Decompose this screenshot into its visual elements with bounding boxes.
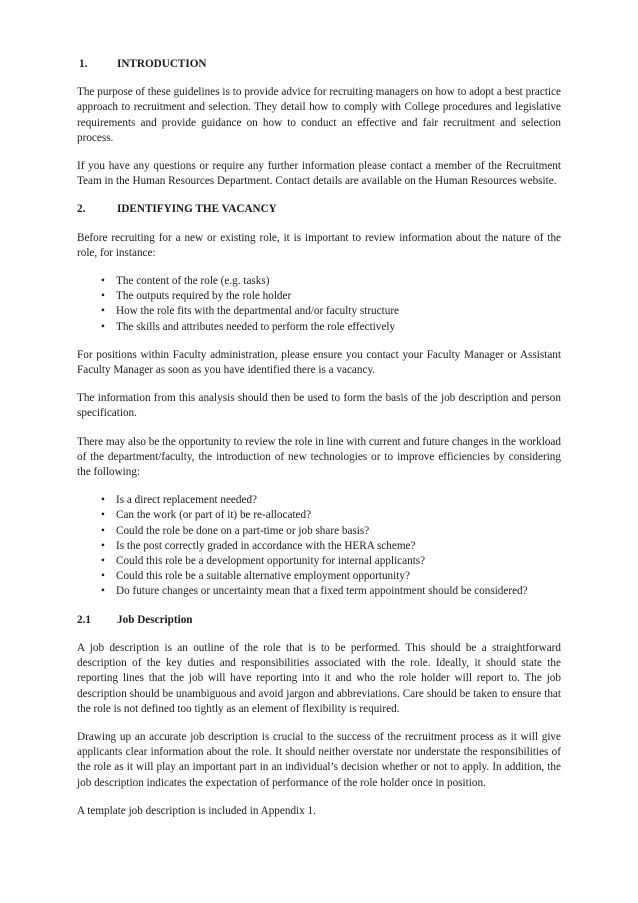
bullet-icon: • bbox=[101, 585, 105, 598]
bullet-icon: • bbox=[101, 570, 105, 583]
section-title: INTRODUCTION bbox=[117, 58, 207, 70]
bullet-icon: • bbox=[101, 275, 105, 288]
faculty-paragraph: For positions within Faculty administration, please ensure you contact your Faculty Manager or Assistant Faculty Manager as soon as you have identified there is a vacancy. bbox=[77, 348, 561, 377]
job-description-paragraph-1: A job description is an outline of the role that is to be performed. This should be a straightforward description of the key duties and responsibilities associated with the role. Ideally, it should state the reporting lines that the job will have reporting into it and who the role holder will report to. The job description should be unambiguous and avoid jargon and abbreviations. Care should be taken to ensure that the role is not defined too tightly as an element of flexibility is required. bbox=[77, 641, 561, 715]
considerations-list bbox=[77, 493, 561, 599]
opportunity-paragraph: There may also be the opportunity to review the role in line with current and future changes in the workload of the department/faculty, the introduction of new technologies or to improve efficiencies by considering the following: bbox=[77, 435, 561, 479]
section-2-1-heading bbox=[77, 613, 561, 628]
list-item: • How the role fits with the departmental and/or faculty structure bbox=[77, 304, 561, 319]
vacancy-intro-paragraph: Before recruiting for a new or existing role, it is important to review information about the nature of the role, for instance: bbox=[77, 231, 561, 259]
section-number: 2. bbox=[77, 203, 86, 216]
list-item: • The outputs required by the role holder bbox=[77, 289, 561, 304]
section-2-heading bbox=[77, 202, 561, 217]
bullet-icon: • bbox=[101, 494, 105, 507]
intro-paragraph-1: The purpose of these guidelines is to provide advice for recruiting managers on how to adopt a best practice approach to recruitment and selection. They detail how to comply with College procedures and legislative requirements and provide guidance on how to conduct an effective and fair recruitment and selection process. bbox=[77, 86, 561, 144]
bullet-icon: • bbox=[101, 509, 105, 522]
section-title: IDENTIFYING THE VACANCY bbox=[117, 203, 277, 216]
bullet-icon: • bbox=[101, 555, 105, 568]
role-review-list bbox=[77, 274, 561, 335]
list-item: • Is the post correctly graded in accordance with the HERA scheme? bbox=[77, 539, 561, 554]
list-item: • Do future changes or uncertainty mean that a fixed term appointment should be considered? bbox=[77, 584, 561, 599]
section-title: Job Description bbox=[117, 613, 193, 626]
list-item: • Could this role be a development opportunity for internal applicants? bbox=[77, 554, 561, 569]
list-item: • The content of the role (e.g. tasks) bbox=[77, 274, 561, 289]
analysis-paragraph: The information from this analysis should then be used to form the basis of the job description and person specification. bbox=[77, 392, 561, 420]
bullet-icon: • bbox=[101, 320, 105, 333]
bullet-icon: • bbox=[101, 524, 105, 537]
bullet-icon: • bbox=[101, 290, 105, 303]
list-item: • The skills and attributes needed to perform the role effectively bbox=[77, 320, 561, 335]
list-item: • Is a direct replacement needed? bbox=[77, 493, 561, 508]
list-item: • Could this role be a suitable alternative employment opportunity? bbox=[77, 569, 561, 584]
section-number: 1. bbox=[79, 58, 88, 70]
job-description-paragraph-3: A template job description is included in Appendix 1. bbox=[77, 804, 316, 817]
intro-paragraph-2: If you have any questions or require any further information please contact a member of the Recruitment Team in the Human Resources Department. Contact details are available on the Human Resources website. bbox=[77, 160, 561, 188]
bullet-icon: • bbox=[101, 305, 105, 318]
bullet-icon: • bbox=[101, 539, 105, 552]
list-item: • Could the role be done on a part-time or job share basis? bbox=[77, 524, 561, 539]
section-1-heading bbox=[77, 57, 561, 72]
list-item: • Can the work (or part of it) be re-allocated? bbox=[77, 508, 561, 523]
section-number: 2.1 bbox=[77, 613, 91, 626]
job-description-paragraph-2: Drawing up an accurate job description is crucial to the success of the recruitment process as it will give applicants clear information about the role. It should neither overstate nor understate the responsibilities of the role as it will play an important part in an individual’s decision whether or not to apply. In addition, the job description indicates the expectation of performance of the role holder once in position. bbox=[77, 730, 561, 789]
